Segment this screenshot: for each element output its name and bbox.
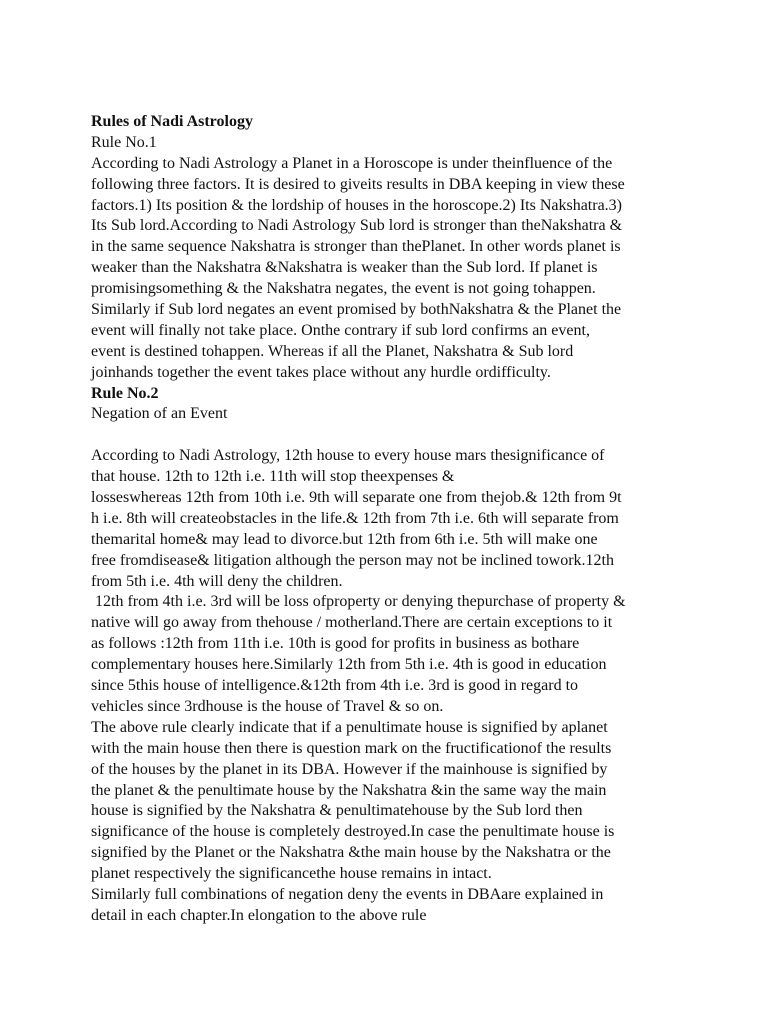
text-line: planet respectively the significancethe house remains in intact. xyxy=(91,865,492,883)
text-line: factors.1) Its position & the lordship of houses in the horoscope.2) Its Nakshatra.3) xyxy=(91,196,623,214)
text-line: with the main house then there is question mark on the fructificationof the results xyxy=(91,739,612,757)
text-line: house is signified by the Nakshatra & penultimatehouse by the Sub lord then xyxy=(91,802,583,820)
text-line: 12th from 4th i.e. 3rd will be loss ofproperty or denying thepurchase of property & xyxy=(91,593,626,611)
text-line: significance of the house is completely destroyed.In case the penultimate house is xyxy=(91,823,615,841)
text-line: Similarly if Sub lord negates an event promised by bothNakshatra & the Planet the xyxy=(91,301,622,319)
text-line: According to Nadi Astrology a Planet in a Horoscope is under theinfluence of the xyxy=(91,154,613,172)
text-line: from 5th i.e. 4th will deny the children. xyxy=(91,572,343,590)
text-line: detail in each chapter.In elongation to the above rule xyxy=(91,906,427,924)
text-line: complementary houses here.Similarly 12th from 5th i.e. 4th is good in education xyxy=(91,656,607,674)
text-line: signified by the Planet or the Nakshatra &the main house by the Nakshatra or the xyxy=(91,844,611,862)
text-line: According to Nadi Astrology, 12th house to every house mars thesignificance of xyxy=(91,447,605,465)
text-line: event is destined tohappen. Whereas if all the Planet, Nakshatra & Sub lord xyxy=(91,342,574,360)
text-line: themarital home& may lead to divorce.but 12th from 6th i.e. 5th will make one xyxy=(91,530,598,548)
document-title: Rules of Nadi Astrology xyxy=(91,113,253,130)
text-line: native will go away from thehouse / motherland.There are certain exceptions to it xyxy=(91,614,613,632)
text-line: weaker than the Nakshatra &Nakshatra is weaker than the Sub lord. If planet is xyxy=(91,259,598,277)
text-line: Similarly full combinations of negation deny the events in DBAare explained in xyxy=(91,885,604,903)
text-line: following three factors. It is desired to giveits results in DBA keeping in view these xyxy=(91,175,625,193)
document-page xyxy=(91,112,691,927)
text-line: Its Sub lord.According to Nadi Astrology Sub lord is stronger than theNakshatra & xyxy=(91,217,623,235)
text-line: losseswhereas 12th from 10th i.e. 9th will separate one from thejob.& 12th from 9t xyxy=(91,489,622,507)
text-line: The above rule clearly indicate that if a penultimate house is signified by aplanet xyxy=(91,718,608,736)
text-line: of the houses by the planet in its DBA. However if the mainhouse is signified by xyxy=(91,760,608,778)
text-line: free fromdisease& litigation although the person may not be inclined towork.12th xyxy=(91,551,614,569)
rule2-heading: Rule No.2 xyxy=(91,384,159,402)
rule2-subheading: Negation of an Event xyxy=(91,405,228,423)
text-line: in the same sequence Nakshatra is stronger than thePlanet. In other words planet is xyxy=(91,238,621,256)
text-line: h i.e. 8th will createobstacles in the life.& 12th from 7th i.e. 6th will separate from xyxy=(91,509,619,527)
text-line: joinhands together the event takes place without any hurdle ordifficulty. xyxy=(91,363,551,381)
text-line: event will finally not take place. Onthe contrary if sub lord confirms an event, xyxy=(91,321,590,339)
rule1-body xyxy=(91,154,691,384)
rule2-body xyxy=(91,446,691,926)
paragraph-spacer xyxy=(91,425,691,446)
text-line: that house. 12th to 12th i.e. 11th will stop theexpenses & xyxy=(91,468,455,486)
text-line: as follows :12th from 11th i.e. 10th is good for profits in business as bothare xyxy=(91,635,580,653)
rule1-heading: Rule No.1 xyxy=(91,133,157,151)
text-line: promisingsomething & the Nakshatra negates, the event is not going tohappen. xyxy=(91,280,596,298)
text-line: vehicles since 3rdhouse is the house of Travel & so on. xyxy=(91,697,444,715)
text-line: since 5this house of intelligence.&12th from 4th i.e. 3rd is good in regard to xyxy=(91,677,579,695)
text-line: the planet & the penultimate house by the Nakshatra &in the same way the main xyxy=(91,781,607,799)
